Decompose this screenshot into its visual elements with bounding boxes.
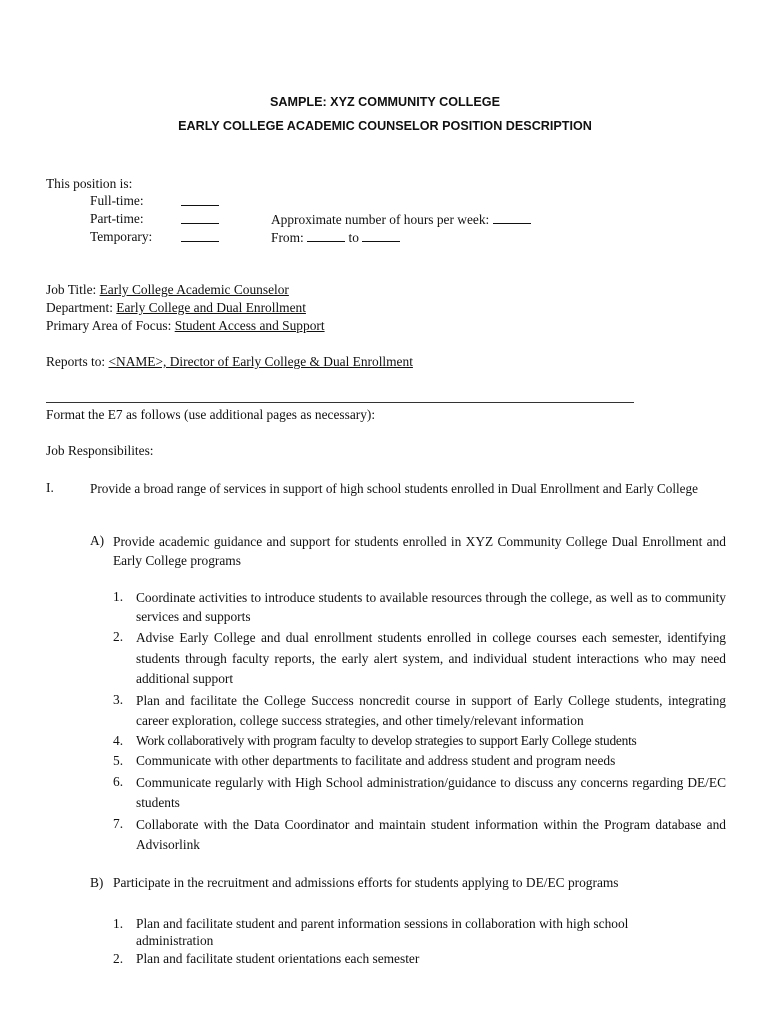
item-number: 6. <box>113 774 124 789</box>
subsection-a-text: Provide academic guidance and support for students enrolled in XYZ Community College Dual Enrollment and Early College programs <box>113 534 726 568</box>
item-number: 2. <box>113 951 124 966</box>
subsection-b-label: B) <box>90 875 104 890</box>
department-value: Early College and Dual Enrollment <box>116 300 306 315</box>
format-note: Format the E7 as follows (use additional pages as necessary): <box>46 407 376 422</box>
hours-blank[interactable] <box>493 210 531 224</box>
hours-label: Approximate number of hours per week: <box>271 212 490 227</box>
subsection-a-label: A) <box>90 533 105 548</box>
fulltime-blank[interactable] <box>181 192 219 211</box>
item-number: 7. <box>113 816 124 831</box>
responsibilities-heading: Job Responsibilites: <box>46 443 154 458</box>
item-number: 1. <box>113 589 124 604</box>
list-item: Plan and facilitate student orientations each semester <box>136 951 420 966</box>
parttime-label: Part-time: <box>90 211 144 226</box>
job-title-label: Job Title: <box>46 282 97 297</box>
department-label: Department: <box>46 300 113 315</box>
fulltime-label: Full-time: <box>90 193 144 208</box>
reports-value: <NAME>, Director of Early College & Dual Enrollment <box>108 354 413 369</box>
reports-line <box>46 353 413 371</box>
focus-value: Student Access and Support <box>174 318 325 333</box>
document-title: SAMPLE: XYZ COMMUNITY COLLEGE <box>270 95 500 109</box>
from-label: From: <box>271 230 304 245</box>
focus-label: Primary Area of Focus: <box>46 318 172 333</box>
date-range-line <box>271 228 400 247</box>
to-label: to <box>348 230 359 245</box>
department-line <box>46 299 306 317</box>
item-number: 2. <box>113 629 124 644</box>
hours-line <box>271 210 531 229</box>
job-title-line <box>46 281 289 299</box>
list-item: Coordinate activities to introduce students to available resources through the college, as well as to community services and supports <box>136 590 726 624</box>
item-number: 1. <box>113 916 124 931</box>
list-item: Communicate regularly with High School administration/guidance to discuss any concerns regarding DE/EC students <box>136 775 726 810</box>
item-number: 5. <box>113 753 124 768</box>
list-item: Work collaboratively with program faculty to develop strategies to support Early College students <box>136 733 637 748</box>
section-text: Provide a broad range of services in support of high school students enrolled in Dual Enrollment and Early College <box>90 481 698 496</box>
section-numeral: I. <box>46 480 54 495</box>
item-number: 4. <box>113 733 124 748</box>
focus-line <box>46 317 325 335</box>
parttime-blank[interactable] <box>181 210 219 229</box>
to-blank[interactable] <box>362 228 400 242</box>
document-subtitle: EARLY COLLEGE ACADEMIC COUNSELOR POSITION DESCRIPTION <box>178 119 592 133</box>
reports-label: Reports to: <box>46 354 106 369</box>
separator-line <box>46 402 634 403</box>
list-item: Collaborate with the Data Coordinator and maintain student information within the Program database and Advisorlink <box>136 817 726 852</box>
item-number: 3. <box>113 692 124 707</box>
subsection-b-text: Participate in the recruitment and admissions efforts for students applying to DE/EC programs <box>113 875 619 890</box>
list-item: Plan and facilitate student and parent information sessions in collaboration with high school administration <box>136 916 629 948</box>
from-blank[interactable] <box>307 228 345 242</box>
temporary-label: Temporary: <box>90 229 153 244</box>
position-intro: This position is: <box>46 176 133 191</box>
job-title-value: Early College Academic Counselor <box>99 282 289 297</box>
list-item: Communicate with other departments to facilitate and address student and program needs <box>136 753 616 768</box>
list-item: Advise Early College and dual enrollment students enrolled in college courses each semester, identifying students through faculty reports, the early alert system, and individual student interactions who may need additional support <box>136 630 726 686</box>
list-item: Plan and facilitate the College Success noncredit course in support of Early College students, integrating career exploration, college success strategies, and other timely/relevant information <box>136 693 726 728</box>
temporary-blank[interactable] <box>181 228 219 247</box>
